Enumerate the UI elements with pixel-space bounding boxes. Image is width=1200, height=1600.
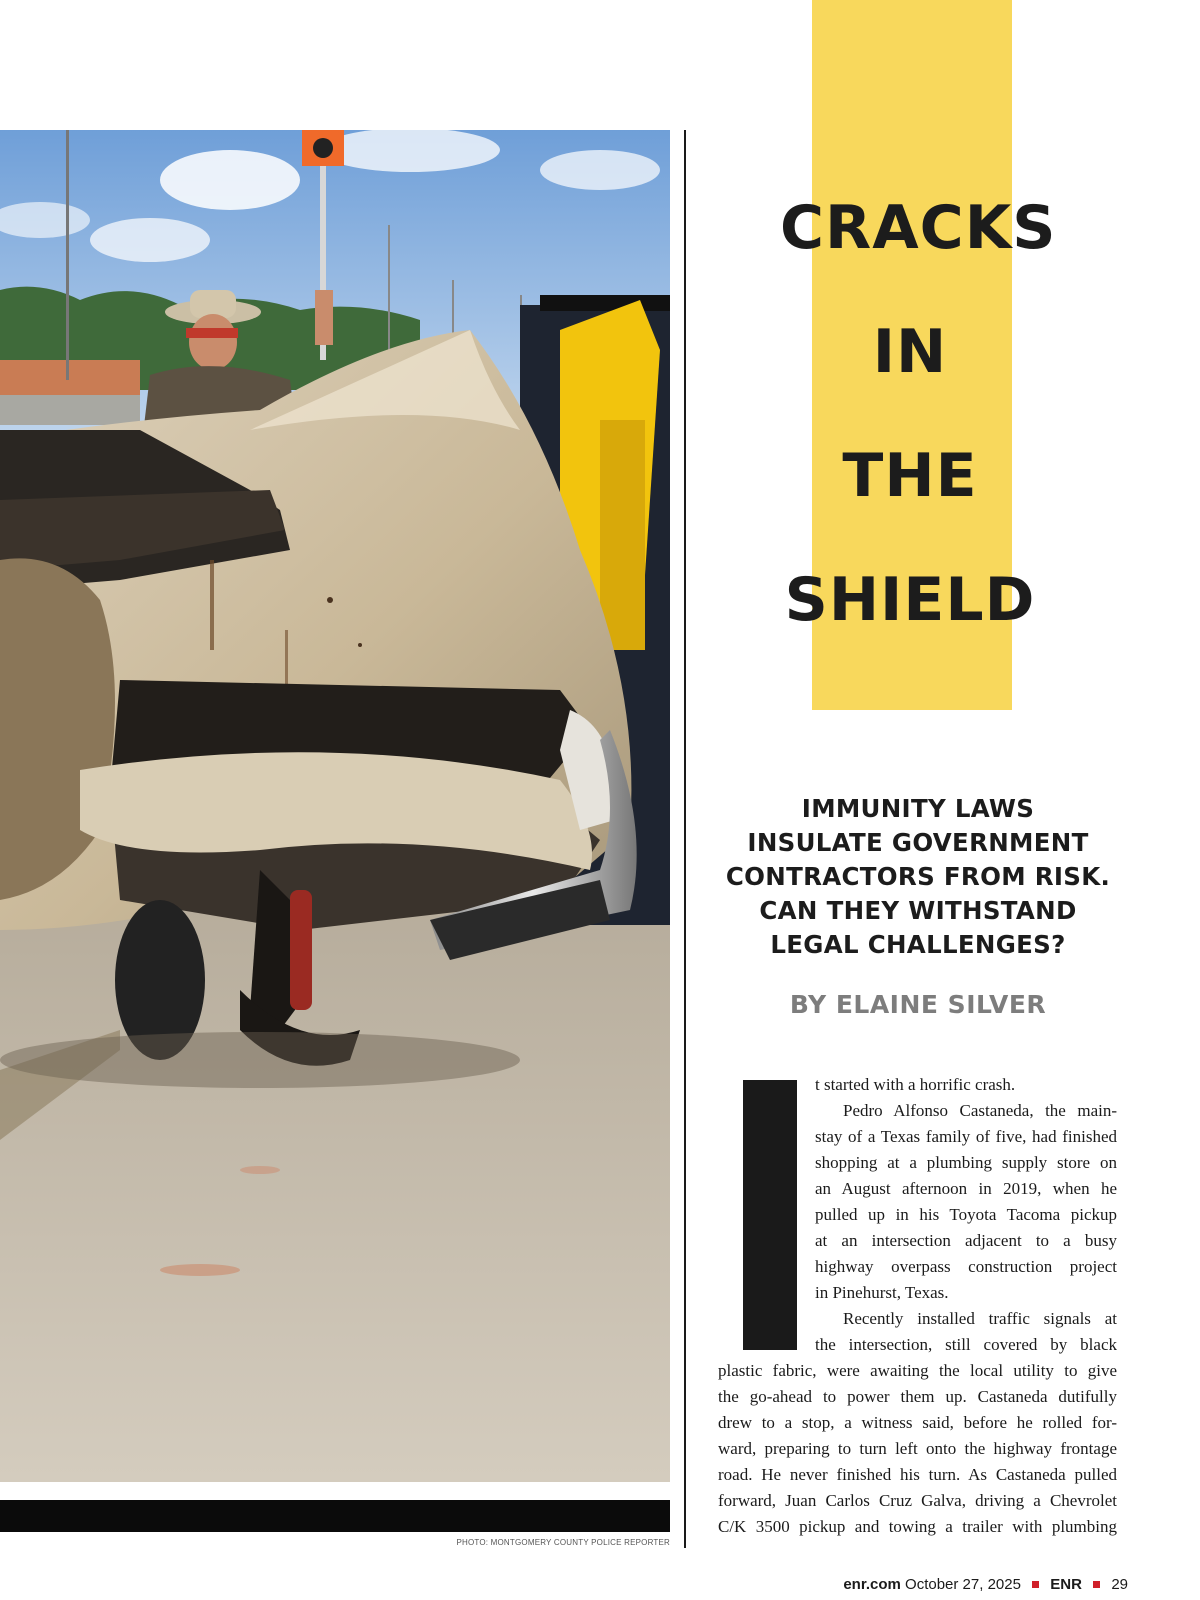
deck-line: IMMUNITY LAWS xyxy=(801,794,1035,823)
headline-word: SHIELD xyxy=(784,565,1036,635)
body-line: t started with a horrific crash. xyxy=(815,1075,1016,1094)
crash-photo xyxy=(0,130,670,1482)
headline-word: IN xyxy=(872,317,948,387)
footer-brand: ENR xyxy=(1050,1576,1082,1593)
body-line: the go-ahead to power them up. Castaneda dutifully xyxy=(718,1387,1117,1406)
body-text-wide xyxy=(718,1358,1117,1540)
deck xyxy=(718,792,1118,962)
page-folio xyxy=(843,1576,1128,1593)
deck-line: INSULATE GOVERNMENT xyxy=(747,828,1089,857)
body-line: ward, preparing to turn left onto the highway frontage xyxy=(718,1439,1117,1458)
body-line: road. He never finished his turn. As Castaneda pulled xyxy=(718,1465,1117,1484)
body-line: Recently installed traffic signals at xyxy=(843,1309,1117,1328)
body-line: plastic fabric, were awaiting the local utility to give xyxy=(718,1361,1117,1380)
body-line: the intersection, still covered by black xyxy=(815,1335,1117,1354)
headline-word: CRACKS xyxy=(780,193,1057,263)
page-number: 29 xyxy=(1111,1576,1128,1593)
separator-square-icon xyxy=(1032,1581,1039,1588)
body-line: highway overpass construction project xyxy=(815,1257,1117,1276)
body-line: forward, Juan Carlos Cruz Galva, driving a Chevrolet xyxy=(718,1491,1117,1510)
footer-date: October 27, 2025 xyxy=(905,1576,1021,1593)
photo-bottom-bar xyxy=(0,1500,670,1532)
deck-line: CAN THEY WITHSTAND xyxy=(759,896,1077,925)
headline-word: THE xyxy=(842,441,978,511)
headline xyxy=(780,188,1057,684)
body-line: pulled up in his Toyota Tacoma pickup xyxy=(815,1205,1117,1224)
body-line: C/K 3500 pickup and towing a trailer with plumbing xyxy=(718,1517,1117,1536)
body-line: an August afternoon in 2019, when he xyxy=(815,1179,1117,1198)
byline: BY ELAINE SILVER xyxy=(789,990,1047,1019)
deck-line: CONTRACTORS FROM RISK. xyxy=(725,862,1111,891)
body-line: in Pinehurst, Texas. xyxy=(815,1283,949,1302)
body-line: Pedro Alfonso Castaneda, the main- xyxy=(843,1101,1117,1120)
body-line: drew to a stop, a witness said, before he rolled for- xyxy=(718,1413,1117,1432)
footer-site: enr.com xyxy=(843,1576,901,1593)
column-divider xyxy=(684,130,686,1548)
body-line: at an intersection adjacent to a busy xyxy=(815,1231,1117,1250)
body-text-narrow xyxy=(815,1072,1117,1358)
body-line: stay of a Texas family of five, had finished xyxy=(815,1127,1117,1146)
body-line: shopping at a plumbing supply store on xyxy=(815,1153,1117,1172)
drop-cap-i xyxy=(743,1080,797,1350)
deck-line: LEGAL CHALLENGES? xyxy=(770,930,1066,959)
crash-photo-illustration xyxy=(0,130,670,1482)
separator-square-icon xyxy=(1093,1581,1100,1588)
photo-credit: PHOTO: MONTGOMERY COUNTY POLICE REPORTER xyxy=(456,1538,670,1547)
